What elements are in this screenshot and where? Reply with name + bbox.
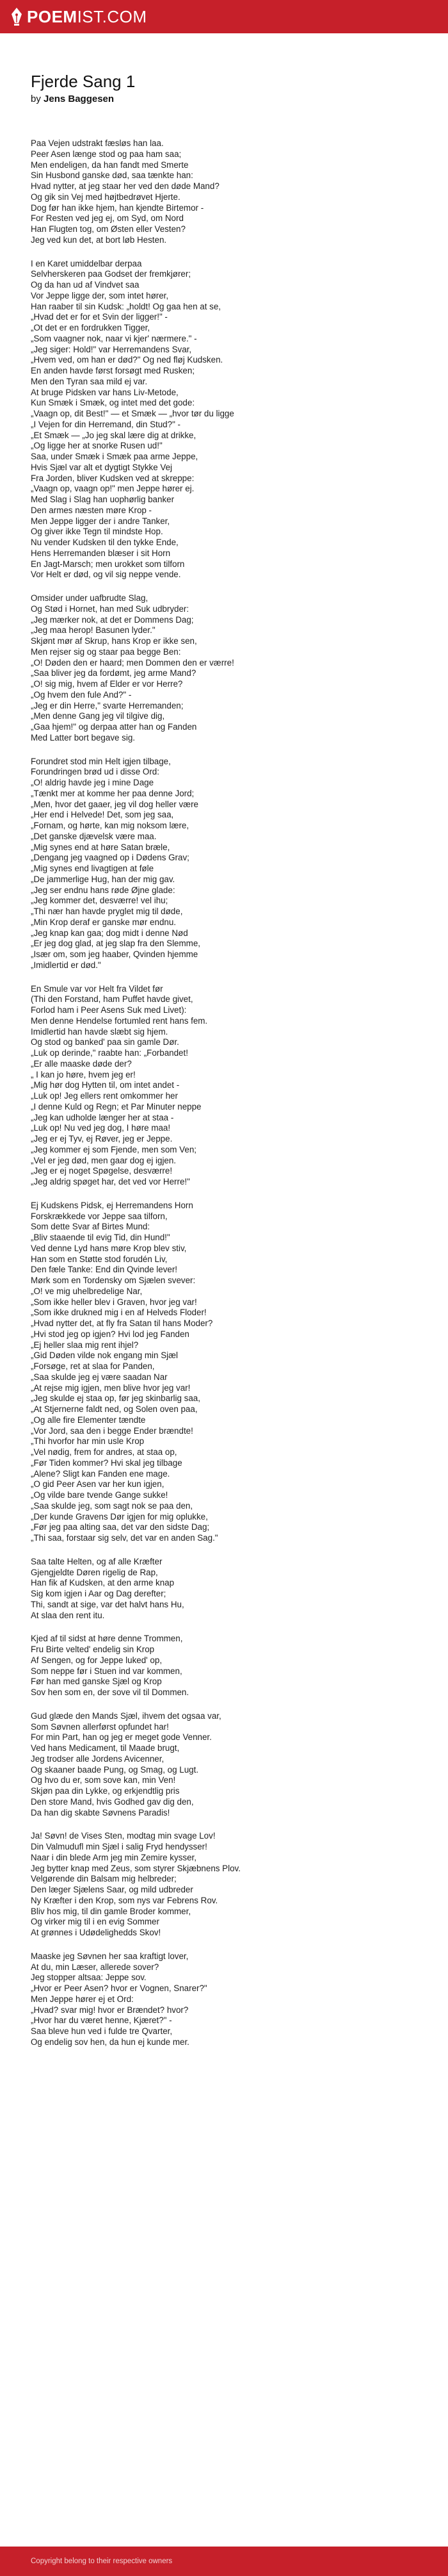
poem-line: Men den Tyran saa mild ej var. (31, 376, 148, 386)
poem-line: „Er alle maaske døde der? (31, 1058, 132, 1069)
poem-line: Og skaaner baade Pung, og Smag, og Lugt. (31, 1764, 199, 1775)
poem-line: Han Flugten tog, om Østen eller Vesten? (31, 224, 186, 234)
poem-line: „Som ikke drukned mig i en af Helveds Floder! (31, 1308, 207, 1318)
logo-text-light: IST.COM (77, 6, 147, 26)
poem-stanza (31, 1951, 421, 2048)
poem-line: „Mig synes end at høre Satan bræle, (31, 842, 170, 852)
poem-stanza (31, 984, 421, 1188)
poem-line: Og Stød i Hornet, han med Suk udbryder: (31, 603, 189, 614)
author-link[interactable]: Jens Baggesen (44, 94, 115, 104)
poem-line: Den fæle Tanke: End din Qvinde lever! (31, 1265, 178, 1275)
poem-line: „Hvor er Peer Asen? hvor er Vognen, Snarer?" (31, 1983, 207, 1993)
poem-line: Sig kom igjen i Aar og Dag derefter; (31, 1589, 166, 1598)
poem-line: Ny Kræfter i den Krop, som nys var Febrens Rov. (31, 1895, 218, 1905)
poem-line: Peer Asen længe stod og paa ham saa; (31, 149, 182, 159)
poem-line: „Dengang jeg vaagned op i Dødens Grav; (31, 853, 189, 863)
poem-line: Han fik af Kudsken, at den arme knap (31, 1578, 175, 1588)
poem-line: Hvad nytter, at jeg staar her ved den døde Mand? (31, 181, 220, 191)
poem-line: Sov hen som en, der sove vil til Dommen. (31, 1687, 189, 1697)
site-logo[interactable] (10, 7, 147, 27)
poem-line: Men rejser sig og staar paa begge Ben: (31, 646, 181, 657)
poem-line: „Saa skulde jeg ej være saadan Nar (31, 1372, 168, 1382)
poem-stanza (31, 1557, 421, 1621)
poem-line: „Mig hør dog Hytten til, om intet andet - (31, 1080, 180, 1090)
poem-stanza (31, 1711, 421, 1819)
poem-line: Forlod ham i Peer Asens Suk med Livet): (31, 1005, 187, 1015)
poem-line: „ I kan jo høre, hvem jeg er! (31, 1069, 136, 1079)
poem-line: „Hvor har du været henne, Kjæret?" - (31, 2015, 172, 2026)
poem-line: For min Part, han og jeg er meget gode Venner. (31, 1732, 212, 1743)
poem-line: „Hvad det er for et Svin der ligger!" - (31, 312, 168, 322)
poem-line: Gud glæde den Mands Sjæl, ihvem det ogsaa var, (31, 1710, 221, 1721)
poem-line: Fru Birte velted' endelig sin Krop (31, 1645, 155, 1654)
poem-line: Jeg stopper altsaa: Jeppe sov. (31, 1973, 147, 1983)
poem-line: „Alene? Sligt kan Fanden ene mage. (31, 1468, 170, 1479)
poem-line: Saa talte Helten, og af alle Kræfter (31, 1556, 163, 1566)
poem-stanza (31, 593, 421, 744)
poem-line: „O gid Peer Asen var her kun igjen, (31, 1479, 164, 1489)
byline (31, 94, 421, 105)
poem-line: Naar i din blede Arm jeg min Zemire kysser, (31, 1852, 196, 1862)
poem-line: „Et Smæk — „Jo jeg skal lære dig at drikke, (31, 430, 196, 440)
poem-line: „Saa bliver jeg da fordømt, jeg arme Mand? (31, 668, 196, 678)
poem-line: Og da han ud af Vindvet saa (31, 280, 140, 290)
poem-line: „O! sig mig, hvem af Elder er vor Herre? (31, 679, 183, 689)
poem-body (31, 138, 421, 2048)
poem-line: „Jeg er din Herre," svarte Herremanden; (31, 700, 184, 710)
poem-line: Sin Husbond ganske død, saa tænkte han: (31, 170, 193, 181)
poem-line: „Før Tiden kommer? Hvi skal jeg tilbage (31, 1457, 182, 1468)
poem-line: „Jeg knap kan gaa; dog midt i denne Nød (31, 928, 188, 938)
poem-line: „I Vejen for din Herremand, din Stud?" - (31, 419, 181, 429)
poem-line: Kun Smæk i Smæk, og intet med det gode: (31, 398, 195, 408)
poem-line: Da han dig skabte Søvnens Paradis! (31, 1807, 170, 1817)
copyright-text: Copyright belong to their respective owners (31, 2557, 173, 2565)
poem-line: „Vaagn op, vaagn op!" men Jeppe hører ej. (31, 484, 195, 494)
poem-line: Saa, under Smæk i Smæk paa arme Jeppe, (31, 452, 198, 461)
poem-line: Jeg trodser alle Jordens Avicenner, (31, 1753, 164, 1764)
poem-line: Fra Jorden, bliver Kudsken ved at skreppe: (31, 473, 195, 483)
poem-line: „Ot det er en fordrukken Tigger, (31, 323, 150, 332)
poem-line: I en Karet umiddelbar derpaa (31, 258, 142, 268)
poem-line: „Hvad nytter det, at fly fra Satan til hans Moder? (31, 1318, 213, 1328)
poem-line: „Thi nær han havde pryglet mig til døde, (31, 907, 183, 916)
poem-line: „Jeg siger: Hold!" var Herremandens Svar, (31, 344, 192, 354)
poem-line: Ved denne Lyd hans møre Krop blev stiv, (31, 1243, 187, 1253)
poem-line: „O! ve mig uhelbredelige Nar, (31, 1286, 143, 1296)
poem-line: „At Stjernerne faldt ned, og Solen oven paa, (31, 1404, 198, 1414)
poem-line: Forundret stod min Helt igjen tilbage, (31, 756, 171, 766)
poem-line: Men Jeppe hører ej et Ord: (31, 1994, 134, 2004)
poem-line: „Det ganske djævelsk være maa. (31, 831, 157, 841)
poem-line: „Thi saa, forstaar sig selv, det var en anden Sag." (31, 1533, 218, 1543)
poem-line: Ej Kudskens Pidsk, ej Herremandens Horn (31, 1200, 193, 1210)
poem-line: „Gid Døden vilde nok engang min Sjæl (31, 1350, 178, 1361)
poem-line: Gjengjeldte Døren rigelig de Rap, (31, 1567, 158, 1577)
poem-line: „Vaagn op, dit Best!" — et Smæk — „hvor tør du ligge (31, 409, 234, 418)
poem-line: „Før jeg paa alting saa, det var den sidste Dag; (31, 1522, 210, 1532)
poem-line: „Luk op! Nu ved jeg dog, I høre maa! (31, 1123, 171, 1133)
poem-title: Fjerde Sang 1 (31, 72, 136, 91)
poem-line: „Ej heller slaa mig rent ihjel? (31, 1340, 139, 1350)
poem-line: „Jeg mærker nok, at det er Dommens Dag; (31, 614, 194, 625)
poem-line: Skjøn paa din Lykke, og erkjendtlig pris (31, 1786, 180, 1796)
poem-line: Paa Vejen udstrakt fæsløs han laa. (31, 138, 164, 148)
poem-line: Dog før han ikke hjem, han kjendte Birtemor - (31, 202, 204, 213)
poem-line: „At rejse mig igjen, men blive hvor jeg var! (31, 1382, 191, 1393)
poem-line: „Luk op derinde," raabte han: „Forbandet! (31, 1048, 188, 1058)
poem-line: En anden havde først forsøgt med Rusken; (31, 366, 195, 375)
poem-line: „Jeg er ej noget Spøgelse, desværre! (31, 1166, 173, 1176)
poem-line: Og stod og banked' paa sin gamle Dør. (31, 1037, 179, 1047)
poem-line: „Min Krop deraf er ganske mør endnu. (31, 917, 177, 927)
by-label: by (31, 94, 41, 104)
poem-line: „Forsøge, ret at slaa for Panden, (31, 1361, 155, 1371)
pen-nib-icon (10, 7, 23, 26)
poem-line: „Her end i Helvede! Det, som jeg saa, (31, 810, 174, 820)
poem-line: Skjønt mør af Skrup, hans Krop er ikke sen, (31, 636, 197, 646)
poem-line: Og virker mig til i en evig Sommer (31, 1917, 159, 1927)
poem-line: „Især om, som jeg haaber, Qvinden hjemme (31, 949, 198, 959)
poem-line: „Som vaagner nok, naar vi kjer' nærmere." - (31, 333, 197, 343)
poem-line: Den læger Sjælens Saar, og mild udbreder (31, 1885, 193, 1894)
poem-line: Omsider under uafbrudte Slag, (31, 593, 148, 603)
poem-line: Vor Jeppe ligge der, som intet hører, (31, 290, 169, 300)
poem-line: Kjed af til sidst at høre denne Trommen, (31, 1634, 183, 1644)
poem-line: Og hvo du er, som sove kan, min Ven! (31, 1775, 176, 1785)
poem-line: „Tænkt mer at komme her paa denne Jord; (31, 788, 195, 798)
poem-line: En Smule var vor Helt fra Vildet før (31, 983, 163, 994)
poem-line: Din Valmudufl min Sjæl i salig Fryd hendysser! (31, 1842, 207, 1851)
poem-line: Forskrækkede vor Jeppe saa tilforn, (31, 1211, 168, 1221)
poem-line: „Og vilde bare tvende Gange sukke! (31, 1490, 168, 1500)
poem-line: Nu vender Kudsken til den tykke Ende, (31, 537, 179, 547)
poem-stanza (31, 1634, 421, 1698)
poem-line: Imidlertid han havde slæbt sig hjem. (31, 1026, 168, 1037)
poem-line: Bliv hos mig, til din gamle Broder kommer, (31, 1906, 191, 1916)
site-footer (0, 2547, 448, 2576)
poem-line: At bruge Pidsken var hans Liv-Metode, (31, 387, 179, 397)
poem-line: Maaske jeg Søvnen her saa kraftigt lover, (31, 1951, 189, 1961)
poem-line: „Og hvem den fule And?" - (31, 689, 132, 700)
poem-line: Som dette Svar af Birtes Mund: (31, 1222, 150, 1232)
poem-line: „O! Døden den er haard; men Dommen den er værre! (31, 657, 234, 668)
poem-line: Vor Helt er død, og vil sig neppe vende. (31, 570, 181, 580)
poem-line: „Som ikke heller blev i Graven, hvor jeg var! (31, 1297, 197, 1307)
poem-line: (Thi den Forstand, ham Puffet havde givet, (31, 994, 193, 1005)
poem-line: Som Søvnen allerførst opfundet har! (31, 1721, 169, 1732)
poem-line: Som neppe før i Stuen ind var kommen, (31, 1666, 182, 1676)
poem-line: Velgørende din Balsam mig helbreder; (31, 1874, 177, 1884)
poem-line: Mørk som en Tordensky om Sjælen svever: (31, 1276, 196, 1285)
poem-line: „Jeg aldrig spøget har, det ved vor Herre!" (31, 1177, 190, 1186)
poem-line: „Vel er jeg død, men gaar dog ej igjen. (31, 1155, 177, 1165)
poem-line: Ja! Søvn! de Vises Sten, modtag min svage Lov! (31, 1831, 216, 1841)
poem-line: „Men, hvor det gaaer, jeg vil dog heller være (31, 799, 198, 809)
poem-line: „Der kunde Gravens Dør igjen for mig oplukke, (31, 1511, 208, 1522)
poem-line: Ved hans Medicament, til Maade brugt, (31, 1743, 180, 1753)
poem-line: Før han med ganske Sjæl og Krop (31, 1677, 162, 1687)
poem-line: Med Slag i Slag han uophørlig banker (31, 495, 175, 504)
poem-line: Og gik sin Vej med højtbedrøvet Hjerte. (31, 192, 180, 202)
poem-line: Hvis Sjæl var alt et dygtigt Stykke Vej (31, 462, 173, 472)
poem-line: Hens Herremanden blæser i sit Horn (31, 548, 171, 558)
poem-line: „Bliv staaende til evig Tid, din Hund!" (31, 1233, 170, 1242)
poem-stanza (31, 757, 421, 971)
poem-line: „Fornam, og hørte, kan mig noksom lære, (31, 821, 189, 830)
poem-line: At slaa den rent itu. (31, 1610, 105, 1620)
poem-line: „De jammerlige Hug, han der mig gav. (31, 874, 175, 884)
poem-line: En Jagt-Marsch; men urokket som tilforn (31, 559, 185, 569)
poem-stanza (31, 259, 421, 581)
logo-text-bold: POEM (27, 6, 77, 26)
poem-stanza (31, 1201, 421, 1544)
poem-line: Saa bleve hun ved i fulde tre Qvarter, (31, 2026, 173, 2036)
poem-line: Den armes næsten møre Krop - (31, 505, 152, 515)
poem-line: Men Jeppe ligger der i andre Tanker, (31, 516, 170, 526)
poem-line: „Imidlertid er død." (31, 960, 101, 970)
poem-line: Thi, sandt at sige, var det halvt hans Hu, (31, 1599, 184, 1609)
poem-line: Og giver ikke Tegn til mindste Hop. (31, 527, 163, 537)
poem-line: „Vel nødig, frem for andres, at staa op, (31, 1447, 177, 1457)
poem-line: „Luk op! Jeg ellers rent omkommer her (31, 1091, 178, 1101)
poem-line: „Jeg kan udholde længer her at staa - (31, 1112, 174, 1122)
poem-line: „Jeg maa herop! Basunen lyder." (31, 625, 156, 636)
poem-line: „Gaa hjem!" og derpaa atter han og Fanden (31, 722, 197, 732)
poem-line: Men endeligen, da han fandt med Smerte (31, 160, 189, 170)
poem-line: Selvherskeren paa Godset der fremkjører; (31, 269, 191, 279)
poem-line: Den store Mand, hvis Godhed gav dig den, (31, 1796, 194, 1807)
poem-line: „Thi hvorfor har min usle Krop (31, 1436, 145, 1447)
poem-line: Jeg ved kun det, at bort løb Hesten. (31, 234, 167, 245)
poem-line: Jeg bytter knap med Zeus, som styrer Skjæbnens Plov. (31, 1863, 241, 1873)
poem-line: „Hvi stod jeg op igjen? Hvi lod jeg Fanden (31, 1329, 189, 1339)
poem-line: At du, min Læser, allerede sover? (31, 1962, 159, 1972)
poem-line: „I denne Kuld og Regn; et Par Minuter neppe (31, 1101, 202, 1112)
poem-line: „Og ligge her at snorke Rusen ud!" (31, 441, 163, 451)
poem-line: „Jeg er ej Tyv, ej Røver, jeg er Jeppe. (31, 1134, 173, 1144)
poem-line: „Jeg ser endnu hans røde Øjne glade: (31, 885, 175, 895)
poem-line: Men denne Hendelse fortumled rent hans fem. (31, 1015, 208, 1026)
poem-line: „Hvem ved, om han er død?" Og ned fløj Kudsken. (31, 355, 223, 365)
poem-stanza (31, 138, 421, 246)
poem-stanza (31, 1831, 421, 1939)
poem-line: „Jeg kommer det, desværre! vel ihu; (31, 896, 168, 906)
poem-line: Af Sengen, og for Jeppe luked' op, (31, 1655, 163, 1665)
site-header (0, 0, 448, 33)
poem-line: „Og alle fire Elementer tændte (31, 1415, 146, 1425)
poem-line: „Er jeg dog glad, at jeg slap fra den Slemme, (31, 939, 200, 949)
poem-line: „Mig synes end livagtigen at føle (31, 864, 154, 873)
poem-line: „Men denne Gang jeg vil tilgive dig, (31, 711, 165, 721)
poem-line: Og endelig sov hen, da hun ej kunde mer. (31, 2037, 189, 2047)
poem-line: „Jeg kommer ej som Fjende, men som Ven; (31, 1144, 196, 1154)
poem-line: „Saa skulde jeg, som sagt nok se paa den, (31, 1500, 193, 1511)
poem-line: „Vor Jord, saa den i begge Ender brændte! (31, 1425, 193, 1436)
poem-line: At grønnes i Udødelighedds Skov! (31, 1928, 161, 1937)
poem-line: „Hvad? svar mig! hvor er Brændet? hvor? (31, 2005, 189, 2015)
poem-line: „O! aldrig havde jeg i mine Dage (31, 778, 154, 787)
poem-line: For Resten ved jeg ej, om Syd, om Nord (31, 213, 184, 224)
poem-line: Med Latter bort begave sig. (31, 732, 136, 742)
poem-line: Forundringen brød ud i disse Ord: (31, 767, 159, 777)
poem-content (31, 72, 421, 2061)
poem-line: Han raaber til sin Kudsk: „holdt! Og gaa hen at se, (31, 301, 221, 311)
poem-line: „Jeg skulde ej staa op, før jeg skinbarlig saa, (31, 1393, 200, 1404)
poem-line: Han som en Støtte stod forudén Liv, (31, 1254, 168, 1264)
